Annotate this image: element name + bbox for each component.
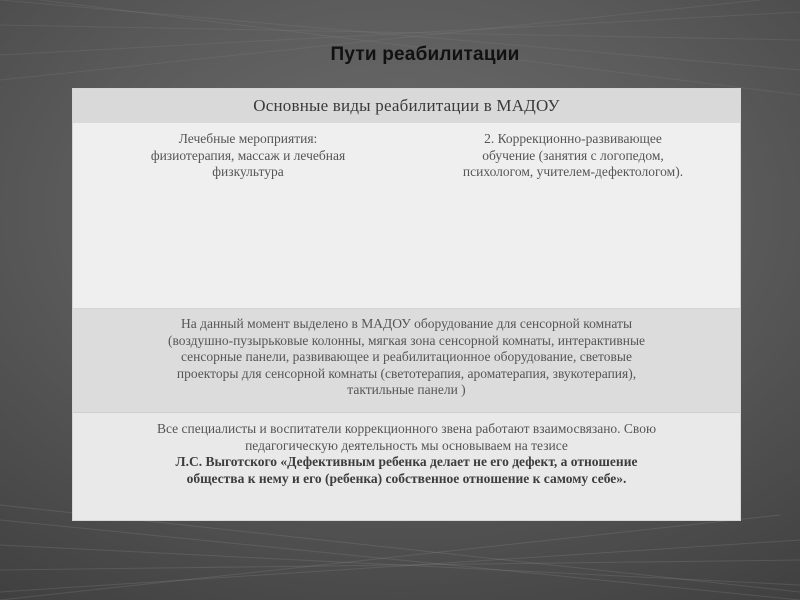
- text-line: психологом, учителем-дефектологом).: [462, 164, 684, 179]
- text-line: Все специалисты и воспитатели коррекционного звена работают взаимосвязано. Свою: [156, 421, 657, 436]
- cell-correctional-education: [413, 131, 733, 181]
- text-line: тактильные панели ): [347, 382, 466, 397]
- table-header: Основные виды реабилитации в МАДОУ: [73, 89, 740, 123]
- vygotsky-quote-line: Л.С. Выготского «Дефективным ребенка делает не его дефект, а отношение: [175, 454, 638, 469]
- text-line: сенсорные панели, развивающее и реабилитационное оборудование, световые: [181, 349, 632, 364]
- text-line: обучение (занятия с логопедом,: [482, 147, 664, 163]
- text-line: (воздушно-пузырьковые колонны, мягкая зона сенсорной комнаты, интерактивные: [167, 332, 646, 348]
- text-line: проекторы для сенсорной комнаты (светотерапия, ароматерапия, звукотерапия),: [176, 365, 637, 381]
- slide-title: Пути реабилитации: [330, 44, 520, 65]
- rehabilitation-table: [72, 88, 741, 521]
- text-line: Лечебные мероприятия:: [178, 131, 318, 146]
- table-row: [73, 123, 740, 309]
- cell-medical-measures: [103, 131, 393, 181]
- vygotsky-quote-line: общества к нему и его (ребенка) собственное отношение к самому себе».: [186, 470, 627, 486]
- table-row-specialists: [73, 413, 740, 520]
- text-line: педагогическую деятельность мы основываем на тезисе: [245, 437, 568, 453]
- text-line: физкультура: [212, 164, 284, 179]
- text-line: физиотерапия, массаж и лечебная: [150, 147, 346, 163]
- text-line: На данный момент выделено в МАДОУ оборудование для сенсорной комнаты: [180, 316, 633, 331]
- text-line: 2. Коррекционно-развивающее: [484, 131, 662, 146]
- table-row-equipment: [73, 309, 740, 413]
